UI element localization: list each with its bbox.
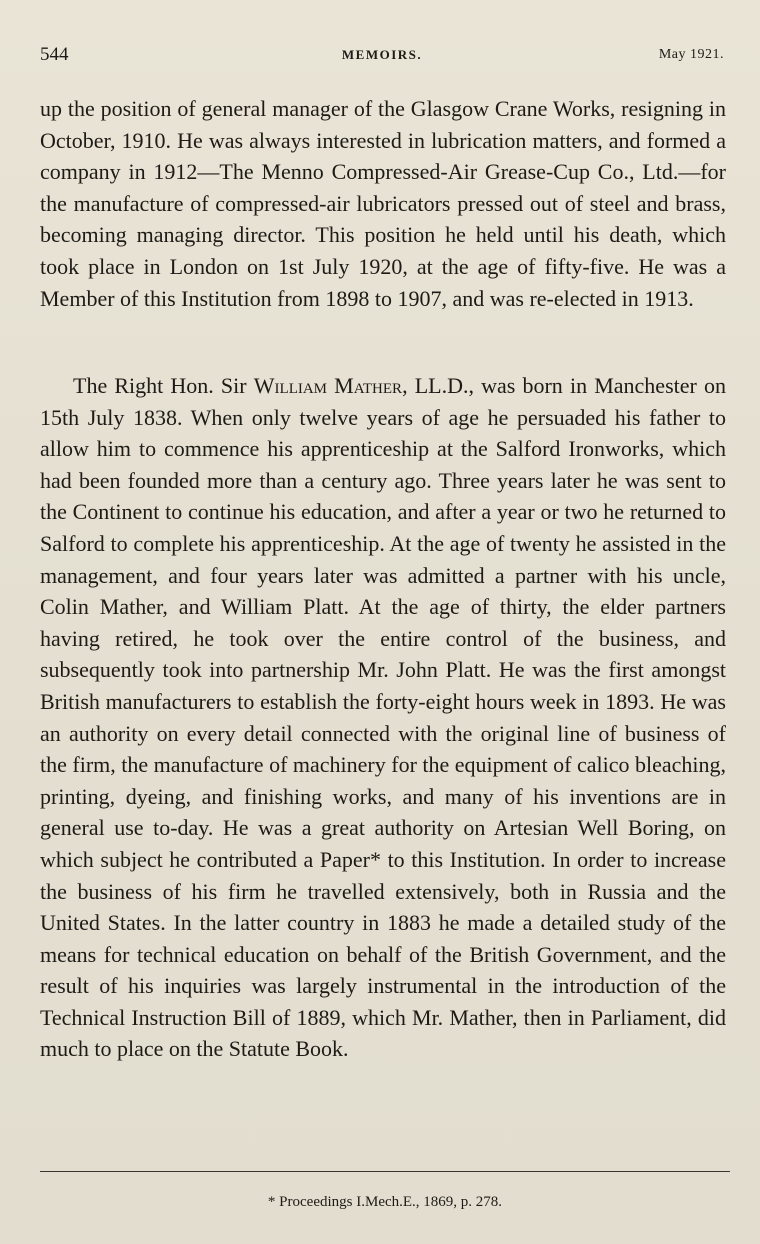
paragraph-william-mather: [40, 370, 726, 1065]
paragraph-intro: The Right Hon. Sir: [73, 373, 254, 398]
person-name: William Mather: [253, 373, 403, 398]
running-title: MEMOIRS.: [341, 47, 423, 62]
paragraph-body: , LL.D., was born in Manchester on 15th July 1838. When only twelve years of age he persuaded his father to allow him to commence his apprenticeship at the Salford Ironworks, which had been founded more than a century ago. Three years later he was sent to the Continent to continue his education, and after a year or two he returned to Salford to complete his apprenticeship. At the age of twenty he assisted in the management, and four years later was admitted a partner with his uncle, Colin Mather, and William Platt. At the age of thirty, the elder partners having retired, he took over the entire control of the business, and subsequently took into partnership Mr. John Platt. He was the first amongst British manufacturers to establish the forty-eight hours week in 1893. He was an authority on every detail connected with the original line of business of the firm, the manufacture of machinery for the equipment of calico bleaching, printing, dyeing, and finishing works, and many of his inventions are in general use to-day. He was a great authority on Artesian Well Boring, on which subject he contributed a Paper* to this Institution. In order to increase the business of his firm he travelled extensively, both in Russia and the United States. In the latter country in 1883 he made a detailed study of the means for technical education on behalf of the British Government, and the result of his inquiries was largely instrumental in the introduction of the Technical Instruction Bill of 1889, which Mr. Mather, then in Parliament, did much to place on the Statute Book.: [40, 373, 726, 1062]
footnote: * Proceedings I.Mech.E., 1869, p. 278.: [267, 1194, 503, 1210]
page-number: 544: [40, 44, 69, 65]
page-header: [40, 44, 724, 72]
footnote-divider: [40, 1171, 730, 1172]
running-date: May 1921.: [658, 47, 724, 62]
paragraph-continued: up the position of general manager of the Glasgow Crane Works, resigning in October, 1910. He was always interested in lubrication matters, and formed a company in 1912—The Menno Compressed-Air Grease-Cup Co., Ltd.—for the manufacture of compressed-air lubricators pressed out of steel and brass, becoming managing director. This position he held until his death, which took place in London on 1st July 1920, at the age of fifty-five. He was a Member of this Institution from 1898 to 1907, and was re-elected in 1913.: [40, 96, 726, 311]
